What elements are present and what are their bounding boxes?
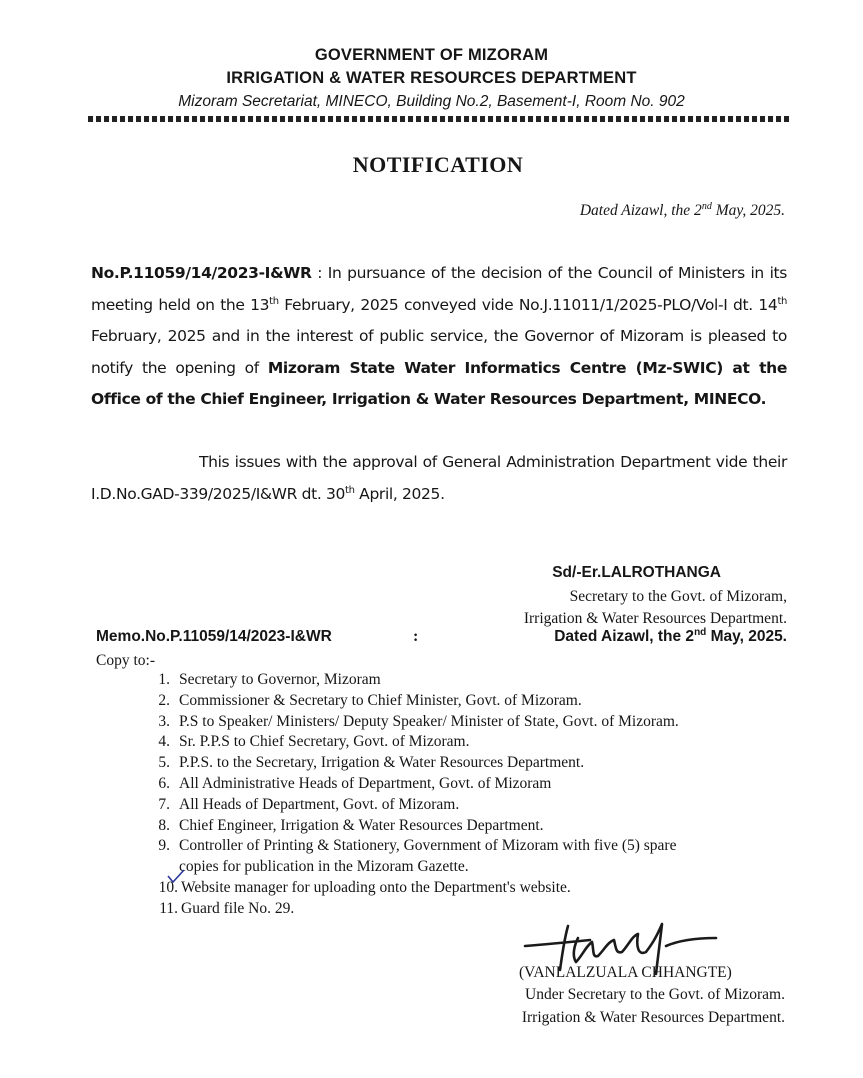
memo-date [554, 628, 787, 646]
under-secretary-department: Irrigation & Water Resources Department. [521, 1009, 785, 1026]
list-text: Secretary to Governor, Mizoram [179, 671, 381, 688]
signatory-name: Sd/-Er.LALROTHANGA [552, 564, 721, 581]
memo-date-sup: nd [694, 626, 707, 638]
signatory-department: Irrigation & Water Resources Department. [523, 610, 787, 627]
list-number: 2. [158, 691, 170, 709]
under-secretary-designation: Under Secretary to the Govt. of Mizoram. [525, 986, 785, 1003]
list-text: P.P.S. to the Secretary, Irrigation & Water Resources Department. [179, 754, 585, 772]
notification-date [580, 202, 785, 220]
list-number: 5. [158, 754, 170, 772]
date-prefix: Dated Aizawl, the 2 [579, 202, 702, 219]
p2-text-1: This issues with the approval of General Administration Department vide their I.D.No.GAD-339/2025/I&WR dt. 30 [91, 453, 787, 503]
memo-date-suffix: May, 2025. [706, 628, 787, 645]
list-number: 3. [158, 712, 170, 730]
p1-text-3: February, 2025 and in the interest of public service, the Governor of Mizoram is pleased to notify the opening of [91, 327, 787, 377]
list-number: 1. [158, 671, 170, 688]
list-number: 4. [158, 733, 170, 751]
list-text: All Administrative Heads of Department, Govt. of Mizoram [179, 774, 552, 792]
list-text-line-2: copies for publication in the Mizoram Gazette. [179, 858, 469, 876]
memo-colon: : [413, 628, 419, 645]
p2-sup: th [345, 484, 355, 496]
date-sup: nd [701, 200, 712, 212]
signatory-designation: Secretary to the Govt. of Mizoram, [569, 588, 787, 605]
header-government: GOVERNMENT OF MIZORAM [314, 46, 549, 64]
list-text: All Heads of Department, Govt. of Mizoram. [179, 795, 460, 813]
list-text-line-1: Controller of Printing & Stationery, Government of Mizoram with five (5) spare [179, 837, 677, 855]
date-suffix: May, 2025. [711, 202, 785, 219]
under-secretary-name: (VANLALZUALA CHHANGTE) [519, 964, 732, 981]
p1-sup-2: th [777, 295, 787, 307]
header-address: Mizoram Secretariat, MINECO, Building No.2, Basement-I, Room No. 902 [178, 93, 685, 110]
list-number: 10. [158, 878, 178, 896]
memo-ref-number: Memo.No.P.11059/14/2023-I&WR [96, 628, 332, 645]
list-text: Guard file No. 29. [181, 899, 295, 917]
p1-bold-centre-name: Mizoram State Water Informatics Centre (Mz-SWIC) at the Office of the Chief Engineer, Irrigation & Water Resources Department, MINECO. [91, 358, 787, 408]
p2-text-2: April, 2025. [354, 484, 445, 503]
p1-text-1: : In pursuance of the decision of the Council of Ministers in its meeting held on the 13 [91, 264, 787, 314]
list-number: 7. [158, 795, 170, 813]
header-department: IRRIGATION & WATER RESOURCES DEPARTMENT [226, 69, 637, 87]
list-number: 9. [158, 837, 170, 855]
header-dotted-rule [88, 116, 790, 122]
list-text [179, 836, 676, 878]
memo-date-prefix: Dated Aizawl, the 2 [554, 628, 695, 645]
notification-paragraph-1 [91, 258, 787, 416]
copy-to-label: Copy to:- [96, 652, 155, 669]
p1-text-2: February, 2025 conveyed vide No.J.11011/1/2025-PLO/Vol-I dt. 14 [278, 295, 778, 314]
list-number: 8. [158, 816, 170, 834]
list-text: Chief Engineer, Irrigation & Water Resources Department. [179, 816, 544, 834]
notification-paragraph-2 [91, 447, 787, 510]
checkmark-icon [166, 868, 186, 886]
list-text: Sr. P.P.S to Chief Secretary, Govt. of Mizoram. [179, 733, 470, 751]
list-number: 6. [158, 774, 170, 792]
p1-sup-1: th [269, 295, 279, 307]
list-text: P.S to Speaker/ Ministers/ Deputy Speaker/ Minister of State, Govt. of Mizoram. [179, 712, 679, 730]
notification-ref-number: No.P.11059/14/2023-I&WR [91, 264, 312, 282]
document-title: NOTIFICATION [352, 152, 524, 177]
list-text: Website manager for uploading onto the Department's website. [181, 878, 571, 896]
list-text: Commissioner & Secretary to Chief Minister, Govt. of Mizoram. [179, 691, 582, 709]
list-number: 11. [159, 899, 178, 917]
